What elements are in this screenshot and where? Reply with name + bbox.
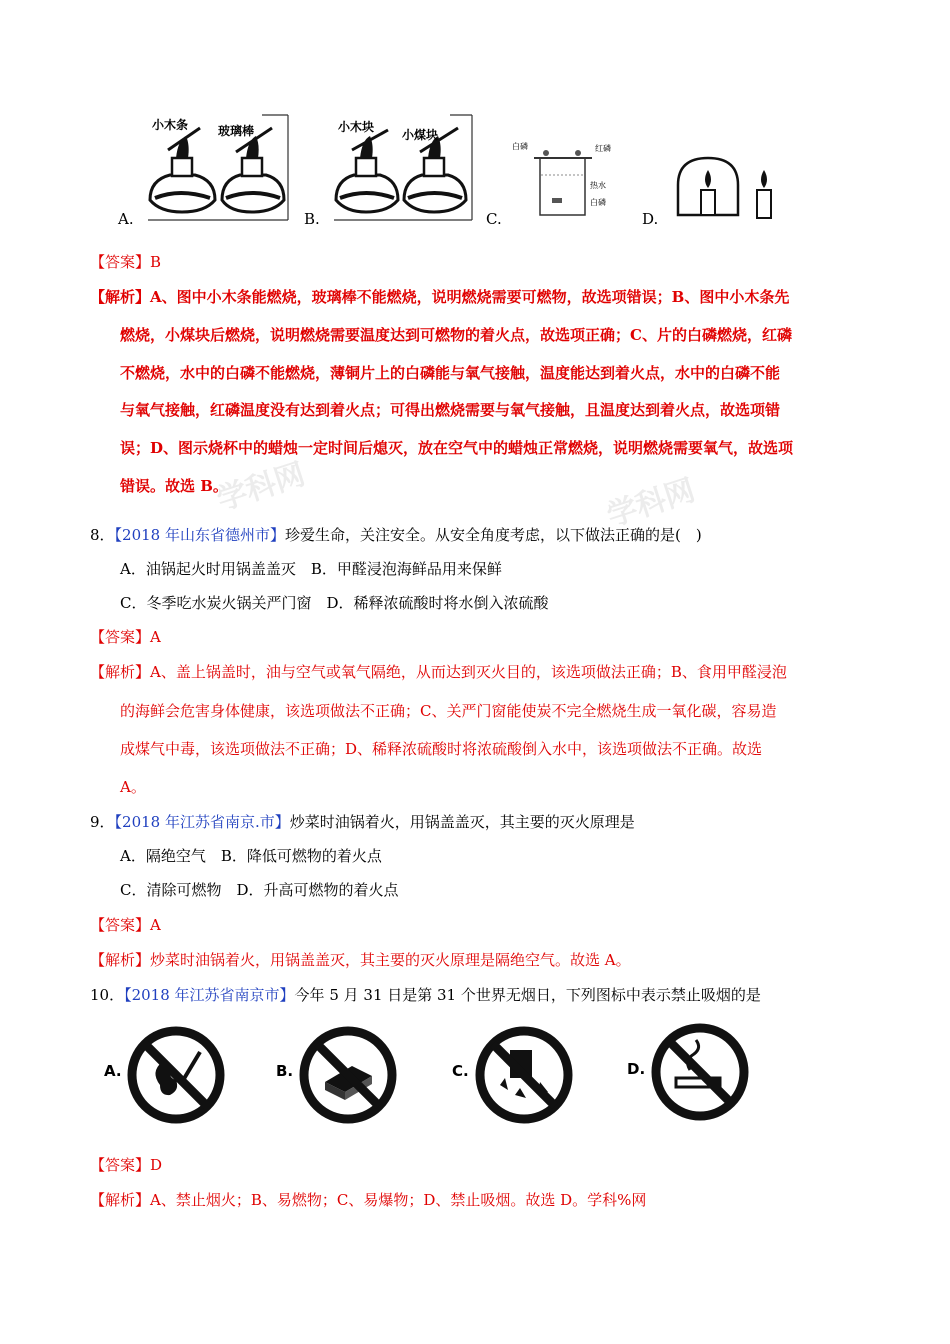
q10-answer-tag: 【答案】	[90, 1156, 151, 1174]
q8-analysis-line-2: 的海鲜会危害身体健康，该选项做法不正确；C、关严门窗能使炭不完全燃烧生成一氧化碳，容易造	[120, 702, 777, 720]
q8-analysis-line-3: 成煤气中毒，该选项做法不正确；D、稀释浓硫酸时将浓硫酸倒入水中，该选项做法不正确。故选	[120, 740, 763, 758]
q7-analysis-tag: 【解析】	[90, 288, 151, 306]
q8-analysis-tag: 【解析】	[90, 663, 151, 681]
q7-analysis-line-2: 燃烧，小煤块后燃烧，说明燃烧需要温度达到可燃物的着火点，故选项正确；C、片的白磷燃烧，红磷	[120, 326, 792, 344]
q8-options-line-1: A．油锅起火时用锅盖盖灭 B．甲醛浸泡海鲜品用来保鲜	[120, 560, 502, 578]
q8-stem-text: 珍爱生命，关注安全。从安全角度考虑，以下做法正确的是( )	[285, 526, 702, 544]
q8-analysis-line-4: A。	[120, 778, 146, 796]
q7-figure-c-label-4: 白磷	[590, 198, 606, 207]
q9-stem-text: 炒菜时油锅着火，用锅盖盖灭，其主要的灭火原理是	[289, 813, 635, 831]
q7-analysis-line-4: 与氧气接触，红磷温度没有达到着火点；可得出燃烧需要与氧气接触，且温度达到着火点，故选项错	[120, 401, 781, 419]
q10-analysis-line-1	[90, 1190, 646, 1210]
q10-analysis-tag: 【解析】	[90, 1191, 151, 1209]
q7-figure-c-label-3: 热水	[590, 181, 606, 190]
q7-figure-a-label-2: 玻璃棒	[218, 124, 255, 138]
q10-answer-value: D	[150, 1156, 163, 1174]
q7-option-d-label: D.	[642, 210, 659, 228]
q10-sign-a-label: A.	[104, 1062, 122, 1080]
q10-source: 【2018 年江苏省南京市】	[124, 986, 295, 1004]
q7-analysis-text-1: A、图中小木条能燃烧，玻璃棒不能燃烧，说明燃烧需要可燃物，故选项错误；B、图中小木条先	[150, 288, 790, 306]
q7-figure-c-label-1: 白磷	[512, 142, 528, 151]
watermark-2: 学科网	[602, 472, 700, 534]
q9-analysis-text-1: 炒菜时油锅着火，用锅盖盖灭，其主要的灭火原理是隔绝空气。故选 A。	[150, 951, 631, 969]
q9-source: 【2018 年江苏省南京.市】	[114, 813, 290, 831]
q7-figure-c-label-2: 红磷	[595, 144, 611, 153]
q9-analysis-tag: 【解析】	[90, 951, 151, 969]
q10-sign-c-label: C.	[452, 1062, 469, 1080]
q8-answer-tag: 【答案】	[90, 628, 151, 646]
q7-figure-a-label-1: 小木条	[152, 118, 189, 132]
q10-sign-b-label: B.	[276, 1062, 294, 1080]
watermark-1: 学科网	[212, 456, 310, 518]
q10-stem-text: 今年 5 月 31 日是第 31 个世界无烟日，下列图标中表示禁止吸烟的是	[294, 986, 761, 1004]
q8-analysis-text-1: A、盖上锅盖时，油与空气或氧气隔绝，从而达到灭火目的，该选项做法正确；B、食用甲醛浸泡	[150, 663, 787, 681]
q10-analysis-text-1: A、禁止烟火；B、易燃物；C、易爆物；D、禁止吸烟。故选 D。学科%网	[150, 1191, 647, 1209]
q7-answer-tag: 【答案】	[90, 253, 151, 271]
q8-source: 【2018 年山东省德州市】	[114, 526, 285, 544]
q9-options-line-2: C．清除可燃物 D．升高可燃物的着火点	[120, 881, 399, 899]
q7-analysis-line-6: 错误。故选 B。	[120, 477, 228, 495]
q7-answer-value: B	[150, 253, 162, 271]
q9-options-line-1: A．隔绝空气 B．降低可燃物的着火点	[120, 847, 382, 865]
q10-sign-d-label: D.	[627, 1060, 646, 1078]
q7-option-a-label: A.	[118, 210, 134, 228]
q8-options-line-2: C．冬季吃水炭火锅关严门窗 D．稀释浓硫酸时将水倒入浓硫酸	[120, 594, 549, 612]
q9-number: 9．	[90, 813, 115, 831]
q9-answer-tag: 【答案】	[90, 916, 151, 934]
q7-option-b-label: B.	[304, 210, 320, 228]
q7-analysis-line-3: 不燃烧，水中的白磷不能燃烧，薄铜片上的白磷能与氧气接触，温度能达到着火点，水中的白磷不能	[120, 364, 781, 382]
q10-answer	[90, 1155, 162, 1175]
q7-analysis-line-5: 误；D、图示烧杯中的蜡烛一定时间后熄灭，放在空气中的蜡烛正常燃烧，说明燃烧需要氧气，故选项	[120, 439, 794, 457]
q8-answer-value: A	[150, 628, 161, 646]
q7-option-c-label: C.	[486, 210, 502, 228]
q9-answer-value: A	[150, 916, 161, 934]
q7-figure-b-label-2: 小煤块	[402, 128, 439, 142]
q7-figure-b-label-1: 小木块	[338, 120, 375, 134]
q10-number: 10．	[90, 986, 125, 1004]
q8-number: 8．	[90, 526, 115, 544]
